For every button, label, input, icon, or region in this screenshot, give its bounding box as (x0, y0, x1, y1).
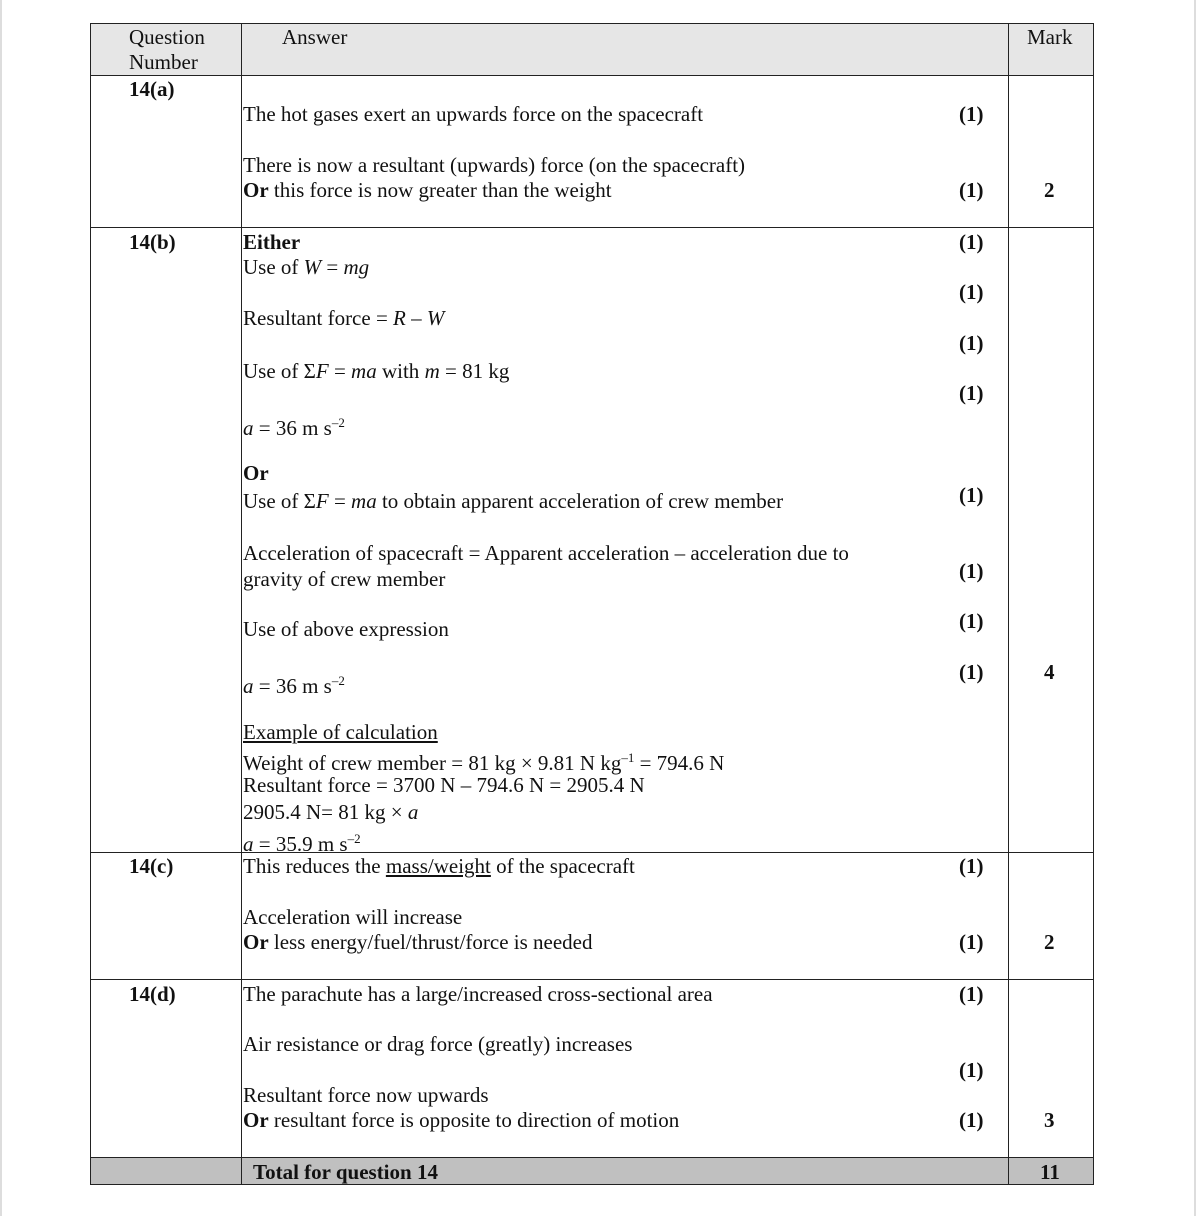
mark-point: (1) (959, 1108, 984, 1132)
answer-text: Use of (243, 255, 304, 279)
answer-text: Acceleration of spacecraft = Apparent acceleration – acceleration due to (243, 541, 849, 565)
question-total-mark: 3 (1044, 1108, 1055, 1132)
total-mark: 11 (1040, 1160, 1060, 1184)
answer-text: resultant force is opposite to direction of motion (268, 1108, 680, 1132)
answer-text: = 35.9 m s (253, 832, 348, 856)
answer-text: –1 (621, 750, 635, 765)
answer-line (243, 541, 849, 565)
mark-point: (1) (959, 381, 984, 405)
answer-text: 2905.4 N= 81 kg × (243, 800, 408, 824)
answer-text: This reduces the (243, 854, 386, 878)
answer-line (243, 854, 635, 878)
answer-text: this force is now greater than the weight (268, 178, 612, 202)
answer-text: Or (243, 178, 269, 202)
answer-text: The hot gases exert an upwards force on the spacecraft (243, 102, 704, 126)
table-column-rule (1008, 23, 1009, 1185)
answer-text: Weight of crew member = 81 kg × 9.81 N kg (243, 751, 622, 775)
header-question-line2: Number (129, 50, 198, 74)
mark-point: (1) (959, 280, 984, 304)
answer-text: = (321, 255, 344, 279)
answer-text: There is now a resultant (upwards) force (on the spacecraft) (243, 153, 746, 177)
answer-text: m (424, 359, 440, 383)
answer-text: a (407, 800, 419, 824)
question-number: 14(c) (129, 854, 174, 878)
answer-text: a (243, 416, 254, 440)
answer-text: = 81 kg (439, 359, 510, 383)
answer-text: Either (243, 230, 301, 254)
answer-line (243, 102, 703, 126)
header-answer: Answer (282, 25, 348, 49)
answer-text: Acceleration will increase (243, 905, 463, 929)
answer-line (243, 489, 783, 513)
answer-text: –2 (331, 673, 345, 688)
answer-text: mass/weight (385, 854, 491, 878)
question-number: 14(b) (129, 230, 176, 254)
answer-text: Air resistance or drag force (greatly) increases (243, 1032, 633, 1056)
answer-line (243, 1083, 489, 1107)
answer-line (243, 306, 444, 330)
mark-point: (1) (959, 230, 984, 254)
answer-text: with (376, 359, 425, 383)
answer-text: Example of calculation (243, 720, 438, 744)
answer-text: Or (243, 1108, 269, 1132)
answer-text: a (243, 832, 254, 856)
answer-text: Use of Σ (243, 359, 316, 383)
answer-line (243, 255, 369, 279)
answer-line (243, 359, 509, 383)
answer-text: The parachute has a large/increased cross-sectional area (243, 982, 713, 1006)
header-mark: Mark (1027, 25, 1073, 49)
answer-text: a (243, 674, 254, 698)
answer-line (243, 1108, 679, 1132)
question-number: 14(a) (129, 77, 175, 101)
mark-point: (1) (959, 609, 984, 633)
answer-line (243, 617, 449, 641)
answer-line (243, 905, 462, 929)
answer-line (243, 773, 645, 797)
answer-text: = 36 m s (253, 416, 332, 440)
answer-text: W (426, 306, 445, 330)
answer-text: F (315, 359, 329, 383)
answer-text: ma (351, 359, 377, 383)
answer-line (243, 411, 345, 440)
answer-text: Resultant force = 3700 N – 794.6 N = 2905.4 N (243, 773, 645, 797)
mark-point: (1) (959, 1058, 984, 1082)
mark-point: (1) (959, 982, 984, 1006)
answer-line (243, 827, 361, 856)
answer-line (243, 178, 612, 202)
table-column-rule (1093, 23, 1094, 1185)
answer-text: of the spacecraft (490, 854, 635, 878)
mark-point: (1) (959, 102, 984, 126)
answer-line (243, 1032, 632, 1056)
mark-point: (1) (959, 660, 984, 684)
question-total-mark: 2 (1044, 930, 1055, 954)
mark-point: (1) (959, 483, 984, 507)
answer-line (243, 461, 269, 485)
answer-text: Use of above expression (243, 617, 449, 641)
answer-line (243, 720, 438, 744)
answer-line (243, 669, 345, 698)
question-number: 14(d) (129, 982, 176, 1006)
answer-text: gravity of crew member (243, 567, 446, 591)
answer-text: = 36 m s (253, 674, 332, 698)
header-question-line1: Question (129, 25, 205, 49)
mark-point: (1) (959, 331, 984, 355)
mark-point: (1) (959, 559, 984, 583)
answer-text: W (303, 255, 322, 279)
table-column-rule (90, 23, 91, 1185)
answer-line (243, 746, 724, 775)
answer-text: Resultant force = (243, 306, 394, 330)
question-total-mark: 4 (1044, 660, 1055, 684)
answer-line (243, 800, 418, 824)
answer-text: –2 (347, 831, 361, 846)
answer-text: Or (243, 930, 269, 954)
answer-text: to obtain apparent acceleration of crew member (376, 489, 784, 513)
answer-line (243, 567, 445, 591)
question-total-mark: 2 (1044, 178, 1055, 202)
answer-text: less energy/fuel/thrust/force is needed (268, 930, 593, 954)
mark-point: (1) (959, 930, 984, 954)
mark-point: (1) (959, 178, 984, 202)
answer-text: = (328, 359, 352, 383)
answer-line (243, 930, 593, 954)
answer-line (243, 153, 745, 177)
answer-text: Or (243, 461, 269, 485)
answer-line (243, 982, 713, 1006)
answer-text: = (328, 489, 352, 513)
total-label: Total for question 14 (253, 1160, 438, 1184)
answer-text: – (405, 306, 427, 330)
answer-text: ma (351, 489, 377, 513)
answer-text: Resultant force now upwards (243, 1083, 489, 1107)
answer-text: = 794.6 N (634, 751, 725, 775)
mark-point: (1) (959, 854, 984, 878)
table-column-rule (241, 23, 242, 1185)
answer-text: mg (343, 255, 370, 279)
answer-text: F (315, 489, 329, 513)
answer-line (243, 230, 300, 254)
answer-text: –2 (331, 415, 345, 430)
answer-text: Use of Σ (243, 489, 316, 513)
answer-text: R (393, 306, 406, 330)
